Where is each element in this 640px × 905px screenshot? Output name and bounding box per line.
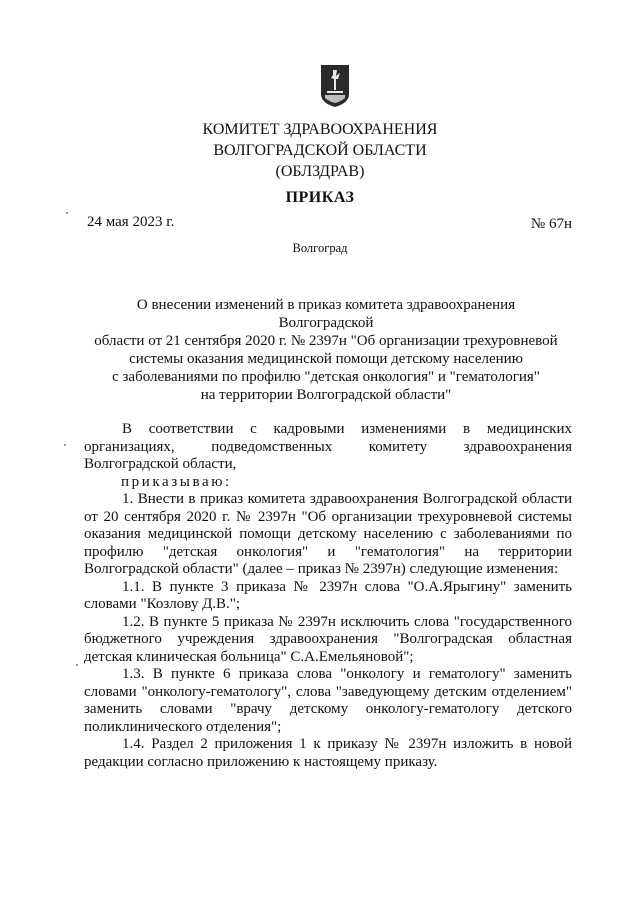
subject-line: на территории Волгоградской области" — [200, 387, 452, 403]
item-1-1: 1.1. В пункте 3 приказа № 2397н слова "О.А.Ярыгину" заменить словами "Козлову Д.В."; — [84, 578, 572, 612]
scan-speck — [66, 212, 68, 214]
org-name-line: ВОЛГОГРАДСКОЙ ОБЛАСТИ — [213, 142, 427, 159]
order-date: 24 мая 2023 г. — [87, 214, 175, 230]
scan-speck — [64, 444, 66, 446]
order-title: ПРИКАЗ — [285, 189, 355, 206]
subject-line: системы оказания медицинской помощи детскому населению — [129, 351, 523, 367]
coat-of-arms-icon — [320, 64, 350, 108]
organization-header — [0, 119, 640, 182]
item-1-3: 1.3. В пункте 6 приказа слова "онкологу и гематологу" заменить словами "онкологу-гематологу", слова "заведующему детским отделением" заменить словами "врачу детскому онкологу-гематологу детского поликлинического отделения"; — [84, 666, 572, 735]
order-number: № 67н — [530, 216, 572, 232]
subject-line: с заболеваниями по профилю "детская онкология" и "гематология" — [112, 369, 540, 385]
subject-line: области от 21 сентября 2020 г. № 2397н "Об организации трехуровневой — [94, 333, 558, 349]
intro-paragraph: В соответствии с кадровыми изменениями в медицинских организациях, подведомственных комитету здравоохранения Волгоградской области, — [84, 421, 572, 472]
org-abbreviation: (ОБЛЗДРАВ) — [275, 163, 365, 180]
subject-line: О внесении изменений в приказ комитета здравоохранения Волгоградской — [136, 297, 516, 331]
order-body — [84, 421, 572, 771]
order-city: Волгоград — [292, 241, 348, 255]
item-1: 1. Внести в приказ комитета здравоохранения Волгоградской области от 20 сентября 2020 г. № 2397н "Об организации трехуровневой системы оказания медицинской помощи детскому населению с заболеваниями по профилю "детская онкология" и "гематология" на территории Волгоградской области" (далее – приказ № 2397н) следующие изменения: — [84, 491, 572, 577]
org-name-line: КОМИТЕТ ЗДРАВООХРАНЕНИЯ — [202, 121, 438, 138]
order-subject — [92, 296, 560, 404]
item-1-4: 1.4. Раздел 2 приложения 1 к приказу № 2397н изложить в новой редакции согласно приложению к настоящему приказу. — [84, 736, 572, 770]
scan-speck — [76, 664, 78, 666]
item-1-2: 1.2. В пункте 5 приказа № 2397н исключить слова "государственного бюджетного учреждения здравоохранения "Волгоградская областная детская клиническая больница" С.А.Емельяновой"; — [84, 613, 572, 665]
prikazyvayu-line: приказываю: — [121, 473, 232, 490]
